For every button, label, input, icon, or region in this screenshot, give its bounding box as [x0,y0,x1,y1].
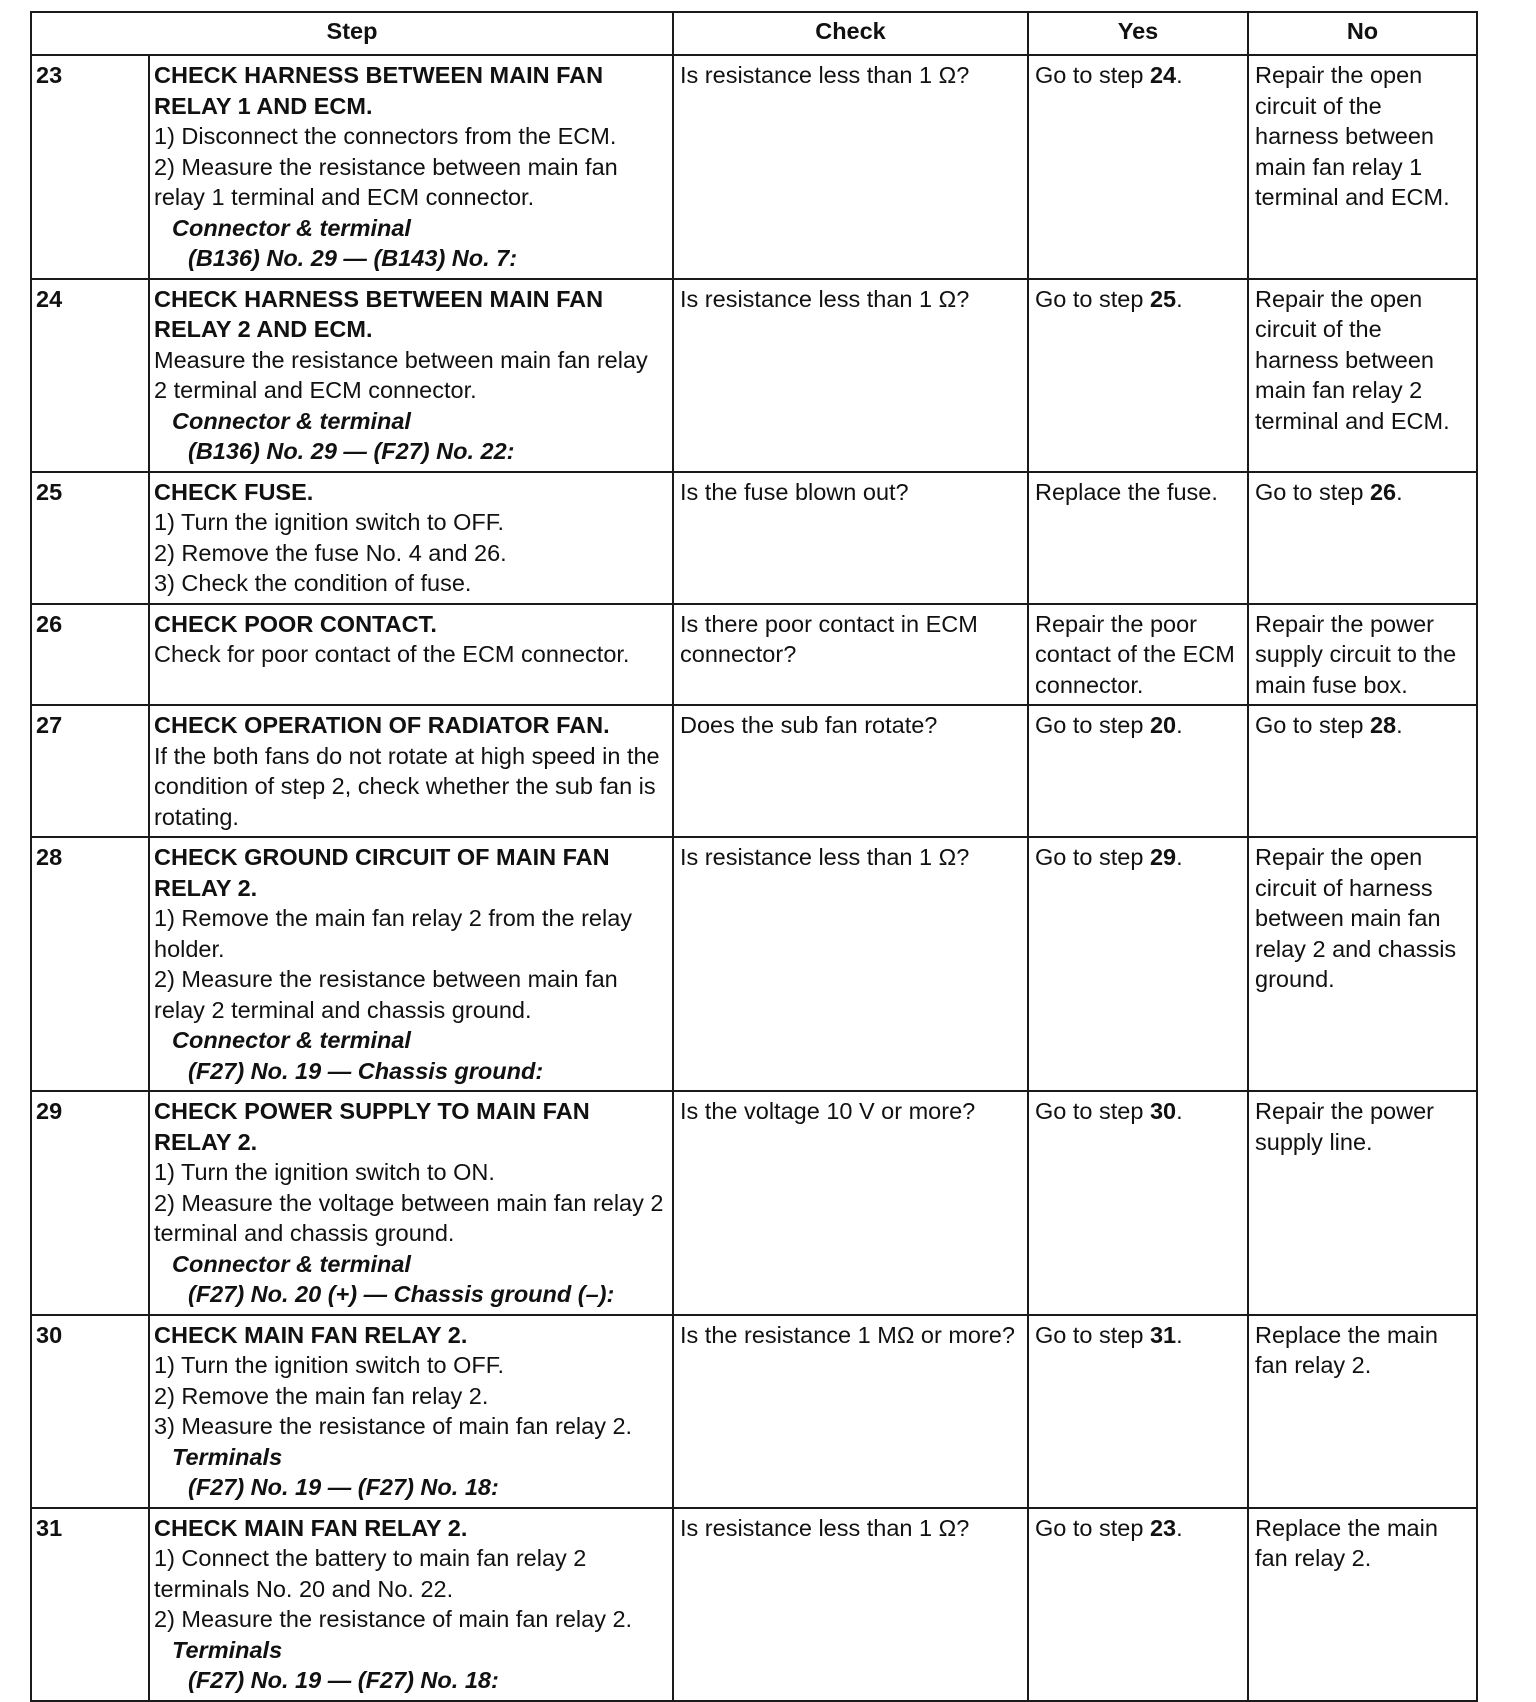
no-text: Repair the open circuit of the harness between main fan relay 1 terminal and ECM. [1255,62,1450,210]
no-action [1248,55,1477,279]
check-question: Is the voltage 10 V or more? [673,1091,1028,1315]
check-question: Is the fuse blown out? [673,472,1028,604]
table-row [31,1091,1477,1315]
yes-step-ref: 24 [1149,62,1177,88]
yes-action [1028,705,1248,837]
yes-text-end: . [1176,62,1183,88]
step-description [149,705,673,837]
no-step-ref: 28 [1369,712,1397,738]
yes-step-ref: 23 [1149,1514,1177,1541]
step-instruction: 2) Measure the resistance between main fan relay 2 terminal and chassis ground. [154,966,618,1023]
yes-action [1028,1508,1248,1701]
step-title: CHECK GROUND CIRCUIT OF MAIN FAN RELAY 2. [154,844,610,901]
step-description [149,55,673,279]
terminal-value: (F27) No. 19 — Chassis ground: [188,1057,544,1084]
step-instruction: 3) Measure the resistance of main fan relay 2. [154,1413,633,1439]
no-text: Go to step [1255,478,1370,505]
check-question: Does the sub fan rotate? [673,705,1028,837]
header-row [31,12,1477,55]
step-title: CHECK HARNESS BETWEEN MAIN FAN RELAY 2 AND ECM. [154,285,604,342]
terminal-label: Terminals [172,1443,283,1470]
no-step-ref: 26 [1369,478,1397,505]
step-number: 27 [31,705,149,837]
step-title: CHECK FUSE. [154,478,314,505]
check-question: Is resistance less than 1 Ω? [673,1508,1028,1701]
step-number: 25 [31,472,149,604]
step-instruction: 3) Check the condition of fuse. [154,570,472,596]
yes-step-ref: 25 [1149,285,1177,312]
yes-text: Go to step [1035,285,1150,312]
terminal-value: (F27) No. 19 — (F27) No. 18: [188,1667,499,1693]
terminal-label: Connector & terminal [172,407,411,434]
yes-text: Go to step [1035,712,1150,738]
step-instruction: 1) Remove the main fan relay 2 from the relay holder. [154,905,633,962]
step-instruction: 1) Connect the battery to main fan relay 2 terminals No. 20 and No. 22. [154,1545,587,1602]
step-number: 31 [31,1508,149,1701]
step-description [149,837,673,1091]
yes-step-ref: 20 [1149,712,1177,738]
yes-text: Go to step [1035,1321,1150,1348]
yes-text: Replace the fuse. [1035,478,1218,505]
step-instruction: Measure the resistance between main fan relay 2 terminal and ECM connector. [154,346,648,403]
header-yes: Yes [1028,12,1248,55]
table-row [31,472,1477,604]
no-action [1248,1315,1477,1508]
yes-action [1028,55,1248,279]
step-instruction: 1) Turn the ignition switch to OFF. [154,509,505,535]
yes-action [1028,604,1248,706]
step-number: 28 [31,837,149,1091]
step-instruction: 1) Turn the ignition switch to OFF. [154,1352,505,1378]
check-question: Is resistance less than 1 Ω? [673,837,1028,1091]
step-number: 26 [31,604,149,706]
step-description [149,279,673,472]
terminal-value: (F27) No. 19 — (F27) No. 18: [188,1474,499,1500]
terminal-value: (B136) No. 29 — (B143) No. 7: [188,245,518,271]
no-action [1248,472,1477,604]
step-title: CHECK MAIN FAN RELAY 2. [154,1321,468,1348]
yes-action [1028,1091,1248,1315]
check-question: Is resistance less than 1 Ω? [673,55,1028,279]
table-row [31,837,1477,1091]
table-row [31,604,1477,706]
step-description [149,1508,673,1701]
no-action [1248,604,1477,706]
step-title: CHECK OPERATION OF RADIATOR FAN. [154,712,610,738]
step-number: 23 [31,55,149,279]
diagnostic-table [30,11,1478,1702]
no-action [1248,1508,1477,1701]
step-description [149,1091,673,1315]
no-action [1248,705,1477,837]
yes-action [1028,279,1248,472]
step-description [149,604,673,706]
no-action [1248,1091,1477,1315]
no-text: Go to step [1255,712,1370,738]
step-description [149,472,673,604]
terminal-label: Connector & terminal [172,1250,411,1277]
step-instruction: 1) Turn the ignition switch to ON. [154,1159,495,1185]
check-question: Is the resistance 1 MΩ or more? [673,1315,1028,1508]
step-instruction: Check for poor contact of the ECM connector. [154,641,630,667]
yes-text-end: . [1176,1514,1183,1541]
no-action [1248,837,1477,1091]
header-no: No [1248,12,1477,55]
yes-text-end: . [1176,285,1183,312]
no-text: Repair the power supply circuit to the main fuse box. [1255,610,1457,698]
step-instruction: 2) Remove the fuse No. 4 and 26. [154,539,507,566]
yes-text: Go to step [1035,1514,1150,1541]
yes-text: Go to step [1035,62,1150,88]
step-instruction: 1) Disconnect the connectors from the ECM. [154,123,617,149]
terminal-label: Terminals [172,1636,283,1663]
yes-step-ref: 31 [1149,1321,1177,1348]
yes-text-end: . [1176,1098,1183,1124]
step-instruction: 2) Remove the main fan relay 2. [154,1382,489,1409]
yes-text-end: . [1176,712,1183,738]
step-title: CHECK POOR CONTACT. [154,610,437,637]
table-row [31,55,1477,279]
header-step: Step [31,12,673,55]
step-title: CHECK POWER SUPPLY TO MAIN FAN RELAY 2. [154,1098,590,1155]
terminal-value: (B136) No. 29 — (F27) No. 22: [188,438,515,464]
table-row [31,1315,1477,1508]
no-text-end: . [1396,478,1403,505]
step-instruction: 2) Measure the resistance of main fan relay 2. [154,1606,633,1632]
check-question: Is resistance less than 1 Ω? [673,279,1028,472]
no-text: Repair the power supply line. [1255,1098,1434,1155]
step-instruction: 2) Measure the resistance between main fan relay 1 terminal and ECM connector. [154,153,618,210]
no-action [1248,279,1477,472]
no-text: Repair the open circuit of the harness between main fan relay 2 terminal and ECM. [1255,285,1450,434]
yes-step-ref: 29 [1149,844,1177,870]
table-row [31,279,1477,472]
yes-text: Repair the poor contact of the ECM connector. [1035,610,1235,698]
terminal-label: Connector & terminal [172,1027,411,1053]
check-question: Is there poor contact in ECM connector? [673,604,1028,706]
no-text: Replace the main fan relay 2. [1255,1514,1438,1571]
step-instruction: If the both fans do not rotate at high speed in the condition of step 2, check whether the sub fan is rotating. [154,742,660,830]
yes-text: Go to step [1035,844,1150,870]
yes-text-end: . [1176,1321,1183,1348]
header-check: Check [673,12,1028,55]
table-row [31,705,1477,837]
step-instruction: 2) Measure the voltage between main fan relay 2 terminal and chassis ground. [154,1189,664,1246]
yes-text: Go to step [1035,1098,1150,1124]
step-number: 30 [31,1315,149,1508]
yes-action [1028,472,1248,604]
yes-action [1028,1315,1248,1508]
yes-step-ref: 30 [1149,1098,1177,1124]
step-number: 24 [31,279,149,472]
yes-action [1028,837,1248,1091]
step-description [149,1315,673,1508]
step-number: 29 [31,1091,149,1315]
table-row [31,1508,1477,1701]
no-text-end: . [1396,712,1403,738]
step-title: CHECK MAIN FAN RELAY 2. [154,1514,468,1541]
step-title: CHECK HARNESS BETWEEN MAIN FAN RELAY 1 AND ECM. [154,62,604,119]
terminal-value: (F27) No. 20 (+) — Chassis ground (–): [188,1281,615,1307]
terminal-label: Connector & terminal [172,214,411,241]
no-text: Repair the open circuit of harness between main fan relay 2 and chassis ground. [1255,844,1457,992]
yes-text-end: . [1176,844,1183,870]
no-text: Replace the main fan relay 2. [1255,1321,1438,1378]
